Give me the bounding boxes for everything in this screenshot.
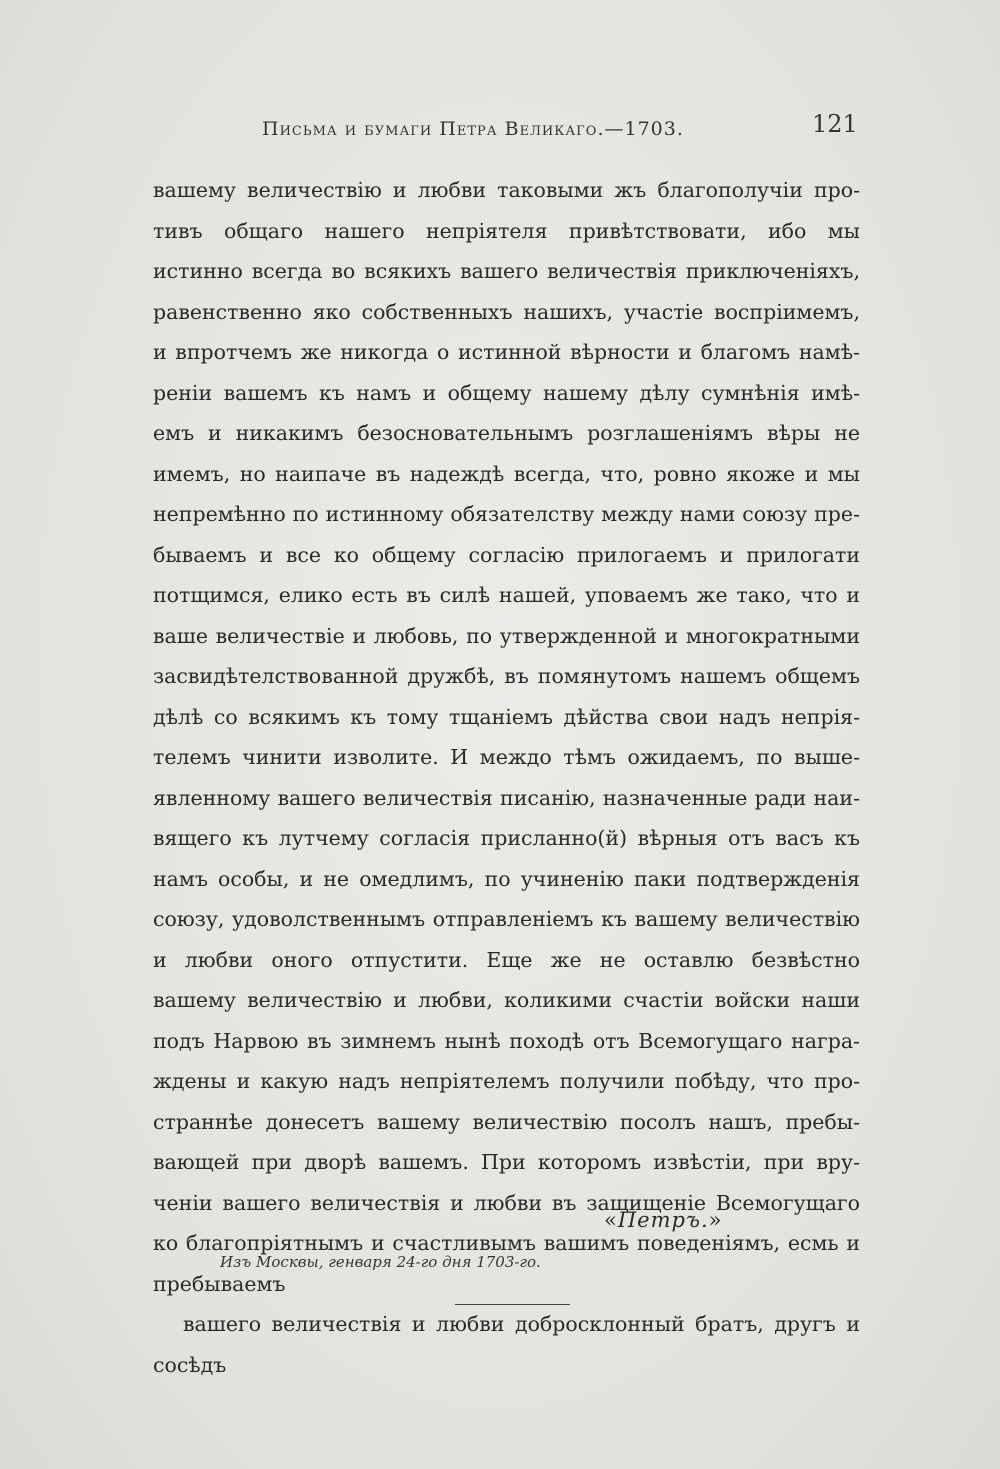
body-line: засвидѣтелствованной дружбѣ, въ помянутомъ нашемъ общемъ	[153, 664, 860, 688]
body-line: и любви оного отпустити. Еще же не оставлю безвѣстно	[153, 947, 860, 972]
body-line: вашему величествію и любви таковыми жъ благополучіи про-	[153, 178, 860, 202]
body-line: реніи вашемъ къ намъ и общему нашему дѣлу сумнѣнія имѣ-	[153, 380, 860, 405]
body-line: и впротчемъ же никогда о истинной вѣрности и благомъ намѣ-	[153, 340, 860, 364]
body-line: явленному вашего величествія писанію, назначенные ради наи-	[153, 785, 860, 810]
body-line: телемъ чинити изволите. И междо тѣмъ ожидаемъ, по выше-	[153, 745, 860, 769]
body-line: ждены и какую надъ непріятелемъ получили побѣду, что про-	[153, 1069, 860, 1093]
body-line: тивъ общаго нашего непріятеля привѣтствовати, ибо мы	[153, 218, 860, 243]
signature-close-quote: »	[708, 1208, 723, 1232]
body-line: намъ особы, и не омедлимъ, по учиненію паки подтвержденія	[153, 866, 860, 891]
body-line: ко благопріятнымъ и счастливымъ вашимъ поведеніямъ, есмь и	[153, 1231, 860, 1255]
letter-body	[153, 170, 860, 1385]
body-line: союзу, удоволственнымъ отправленіемъ къ вашему величествію	[153, 907, 860, 931]
body-line: подъ Нарвою въ зимнемъ нынѣ походѣ отъ Всемогущаго награ-	[153, 1028, 860, 1053]
body-line: имемъ, но наипаче въ надеждѣ всегда, что, ровно якоже и мы	[153, 461, 860, 486]
running-header-title: Письма и бумаги Петра Великаго.—1703.	[262, 118, 684, 140]
end-rule	[455, 1304, 570, 1305]
body-line: вашему величествію и любви, коликими счастіи войски наши	[153, 988, 860, 1012]
body-line: ченіи вашего величествія и любви въ защищеніе Всемогущаго	[153, 1190, 860, 1215]
body-line: равенственно яко собственныхъ нашихъ, участіе воспріимемъ,	[153, 299, 860, 324]
closing-formula-line: вашего величествія и любви добросклонный братъ, другъ и	[183, 1312, 860, 1336]
body-line: страннѣе донесетъ вашему величествію посолъ нашъ, пребы-	[153, 1109, 860, 1134]
signature-name: Петръ.	[617, 1208, 709, 1232]
place-and-date: Изъ Москвы, генваря 24-го дня 1703-го.	[220, 1253, 541, 1271]
signature-open-quote: «	[604, 1208, 618, 1232]
body-line: вящего къ лутчему согласія присланно(й) вѣрныя отъ васъ къ	[153, 826, 860, 850]
body-line: бываемъ и все ко общему согласію прилогаемъ и прилогати	[153, 542, 860, 567]
body-line: вающей при дворѣ вашемъ. При которомъ извѣстіи, при вру-	[153, 1150, 860, 1174]
signature	[604, 1208, 723, 1232]
closing-formula-line-end: сосѣдъ	[153, 1352, 227, 1377]
page-number: 121	[812, 110, 858, 138]
body-line: потщимся, елико есть въ силѣ нашей, уповаемъ же тако, что и	[153, 583, 860, 607]
body-line: дѣлѣ со всякимъ къ тому тщаніемъ дѣйства свои надъ непрія-	[153, 704, 860, 729]
body-line: непремѣнно по истинному обязателству между нами союзу пре-	[153, 502, 860, 526]
body-line: емъ и никакимъ безосновательнымъ розглашеніямъ вѣры не	[153, 421, 860, 445]
body-line-final: пребываемъ	[153, 1271, 286, 1296]
body-line: истинно всегда во всякихъ вашего величествія приключеніяхъ,	[153, 259, 860, 283]
body-line: ваше величествіе и любовь, по утвержденной и многократными	[153, 623, 860, 648]
